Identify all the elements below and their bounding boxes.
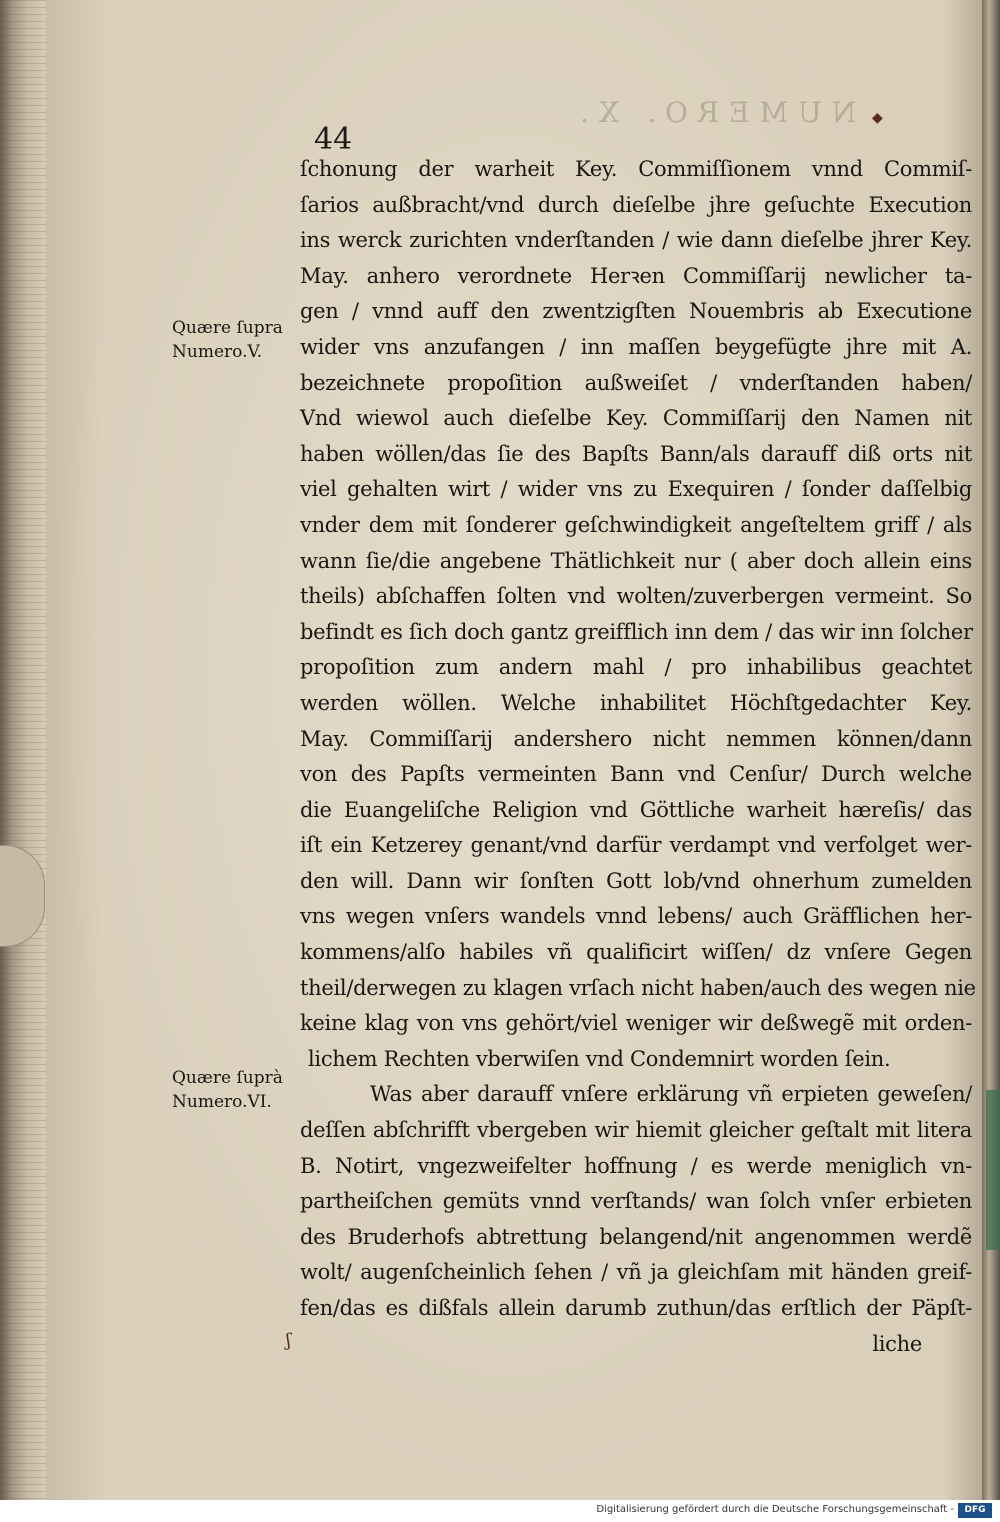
page-edge-stripe	[0, 1288, 48, 1289]
page-edge-stripe	[0, 336, 48, 337]
right-page-edge	[982, 0, 1000, 1500]
page-edge-stripe	[0, 42, 48, 43]
page-edge-stripe	[0, 1463, 48, 1464]
page-edge-stripe	[0, 553, 48, 554]
page-edge-stripe	[0, 315, 48, 316]
page-edge-stripe	[0, 1337, 48, 1338]
page-edge-stripe	[0, 1099, 48, 1100]
page-edge-stripe	[0, 49, 48, 50]
page-edge-stripe	[0, 1281, 48, 1282]
page-edge-stripe	[0, 1036, 48, 1037]
page-edge-stripe	[0, 140, 48, 141]
page-edge-stripe	[0, 287, 48, 288]
page-edge-stripe	[0, 532, 48, 533]
page-edge-stripe	[0, 1071, 48, 1072]
page-edge-stripe	[0, 952, 48, 953]
body-text	[300, 152, 976, 1362]
page-edge-stripe	[0, 1232, 48, 1233]
page-edge-stripe	[0, 700, 48, 701]
page-edge-stripe	[0, 1386, 48, 1387]
page-edge-stripe	[0, 231, 48, 232]
page-edge-stripe	[0, 1127, 48, 1128]
page-edge-stripe	[0, 693, 48, 694]
page-edge-stripe	[0, 1414, 48, 1415]
page-edge-stripe	[0, 973, 48, 974]
page-edge-stripe	[0, 28, 48, 29]
text-line: partheiſchen gemüts vnnd verſtands/ wan ſolch vnſer erbieten	[300, 1189, 972, 1214]
page-edge-stripe	[0, 56, 48, 57]
page-edge-stripe	[0, 182, 48, 183]
page-edge-stripe	[0, 567, 48, 568]
page-edge-stripe	[0, 420, 48, 421]
page-edge-stripe	[0, 1421, 48, 1422]
page-edge-stripe	[0, 518, 48, 519]
text-line: deſſen abſchrifft vbergeben wir hiemit gleicher geſtalt mit litera	[300, 1118, 972, 1143]
page-edge-stripe	[0, 714, 48, 715]
bleed-through-header: NUMERO. X.	[570, 96, 857, 129]
text-line: ins werck zurichten vnderſtanden / wie dann dieſelbe jhrer Key.	[300, 228, 972, 253]
page-edge-stripe	[0, 1407, 48, 1408]
page-edge-stripe	[0, 1274, 48, 1275]
page-edge-stripe	[0, 959, 48, 960]
page-edge-stripe	[0, 161, 48, 162]
page-edge-stripe	[0, 728, 48, 729]
page-edge-stripe	[0, 1428, 48, 1429]
page-edge-stripe	[0, 1365, 48, 1366]
page-edge-stripe	[0, 210, 48, 211]
page-edge-stripe	[0, 469, 48, 470]
page-edge-stripe	[0, 490, 48, 491]
page-edge-stripe	[0, 1085, 48, 1086]
page-edge-stripe	[0, 329, 48, 330]
page-edge-stripe	[0, 1442, 48, 1443]
text-line: iſt ein Ketzerey genant/vnd darfür verdampt vnd verfolget wer-	[300, 833, 972, 858]
page-edge-stripe	[0, 1078, 48, 1079]
text-line: fen/das es dißfals allein darumb zuthun/das erſtlich der Päpſt-	[300, 1296, 972, 1320]
page-edge-stripe	[0, 1400, 48, 1401]
page-edge-stripe	[0, 1253, 48, 1254]
page-edge-stripe	[0, 1148, 48, 1149]
text-line: vns wegen vnſers wandels vnnd lebens/ auch Gräfflichen her-	[300, 904, 972, 929]
page-edge-stripe	[0, 133, 48, 134]
page-edge-stripe	[0, 1449, 48, 1450]
page-edge-stripe	[0, 203, 48, 204]
page-edge-stripe	[0, 399, 48, 400]
page-edge-stripe	[0, 70, 48, 71]
page-edge-stripe	[0, 1267, 48, 1268]
page-edge-stripe	[0, 84, 48, 85]
page-edge-stripe	[0, 385, 48, 386]
page-edge-stripe	[0, 1323, 48, 1324]
page-edge-stripe	[0, 588, 48, 589]
page-edge-stripe	[0, 665, 48, 666]
page-edge-stripe	[0, 546, 48, 547]
page-edge-stripe	[0, 154, 48, 155]
page-edge-stripe	[0, 21, 48, 22]
page-edge-stripe	[0, 833, 48, 834]
page-edge-stripe	[0, 784, 48, 785]
page-edge-stripe	[0, 1106, 48, 1107]
page-edge-stripe	[0, 98, 48, 99]
page-edge-stripe	[0, 441, 48, 442]
page-edge-stripe	[0, 294, 48, 295]
text-line: die Euangeliſche Religion vnd Göttliche warheit hæreſis/ das	[300, 797, 972, 822]
page-edge-stripe	[0, 434, 48, 435]
page-edge-stripe	[0, 658, 48, 659]
page-edge-stripe	[0, 504, 48, 505]
page-edge-stripe	[0, 1176, 48, 1177]
page-edge-stripe	[0, 175, 48, 176]
page-edge-stripe	[0, 637, 48, 638]
text-line: gen / vnnd auff den zwentzigſten Nouembris ab Executione	[300, 299, 972, 324]
page-edge-stripe	[0, 322, 48, 323]
page-edge-stripe	[0, 168, 48, 169]
page-edge-stripe	[0, 455, 48, 456]
page-edge-stripe	[0, 483, 48, 484]
text-line: wider vns anzufangen / inn maſſen beygefügte jhre mit A.	[300, 334, 972, 359]
page-edge-stripe	[0, 609, 48, 610]
page-edge-stripe	[0, 224, 48, 225]
page-edge-stripe	[0, 994, 48, 995]
page-edge-stripe	[0, 525, 48, 526]
page-edge-stripe	[0, 1491, 48, 1492]
page-edge-stripe	[0, 1029, 48, 1030]
page-edge-stripe	[0, 560, 48, 561]
page-edge-stripe	[0, 511, 48, 512]
page-edge-stripe	[0, 1001, 48, 1002]
page-edge-stripe	[0, 798, 48, 799]
margin-note-line: Numero.VI.	[172, 1092, 272, 1112]
text-line: befindt es ſich doch gantz greifflich inn dem / das wir inn ſolcher	[300, 619, 973, 644]
text-line: Was aber darauff vnſere erklärung vñ erpieten geweſen/	[370, 1082, 972, 1107]
page-edge-stripe	[0, 1456, 48, 1457]
left-page-edges	[0, 0, 48, 1500]
page-edge-stripe	[0, 1435, 48, 1436]
text-line: May. Commiſſarij andershero nicht nemmen können/dann	[300, 726, 972, 751]
ink-speck: ◆	[872, 110, 883, 126]
page-edge-stripe	[0, 1057, 48, 1058]
page-edge-stripe	[0, 679, 48, 680]
page-edge-stripe	[0, 1218, 48, 1219]
page-edge-stripe	[0, 1309, 48, 1310]
page-edge-stripe	[0, 1162, 48, 1163]
page-edge-stripe	[0, 252, 48, 253]
page-edge-stripe	[0, 427, 48, 428]
page-edge-stripe	[0, 595, 48, 596]
page-edge-stripe	[0, 770, 48, 771]
page-edge-stripe	[0, 1022, 48, 1023]
page-edge-stripe	[0, 147, 48, 148]
page-edge-stripe	[0, 1064, 48, 1065]
page-edge-stripe	[0, 364, 48, 365]
page-edge-stripe	[0, 406, 48, 407]
page-edge-stripe	[0, 672, 48, 673]
page-edge-stripe	[0, 1393, 48, 1394]
page-edge-stripe	[0, 1169, 48, 1170]
page-edge-stripe	[0, 616, 48, 617]
dfg-logo: DFG	[958, 1503, 992, 1518]
margin-note-line: Quære ſupra	[172, 318, 283, 338]
page-edge-stripe	[0, 35, 48, 36]
page-edge-stripe	[0, 77, 48, 78]
page-edge-stripe	[0, 392, 48, 393]
page-edge-stripe	[0, 1379, 48, 1380]
text-line: von des Papſts vermeinten Bann vnd Cenſur/ Durch welche	[300, 762, 972, 787]
page-edge-stripe	[0, 1372, 48, 1373]
page-edge-stripe	[0, 1008, 48, 1009]
page-edge-stripe	[0, 378, 48, 379]
page-edge-stripe	[0, 966, 48, 967]
page-edge-stripe	[0, 1015, 48, 1016]
page-edge-stripe	[0, 1344, 48, 1345]
page-edge-stripe	[0, 1330, 48, 1331]
page-edge-stripe	[0, 1246, 48, 1247]
page-edge-stripe	[0, 217, 48, 218]
page-edge-stripe	[0, 1225, 48, 1226]
page-edge-stripe	[0, 623, 48, 624]
page-edge-stripe	[0, 763, 48, 764]
page-edge-stripe	[0, 1477, 48, 1478]
margin-note-1	[172, 316, 294, 364]
text-line: ſchonung der warheit Key. Commiſſionem vnnd Commiſ-	[300, 157, 972, 181]
page-edge-stripe	[0, 245, 48, 246]
page-edge-stripe	[0, 1351, 48, 1352]
page-edge-stripe	[0, 1155, 48, 1156]
footer-bar	[0, 1500, 1000, 1522]
color-tab	[986, 1090, 1000, 1250]
page-edge-stripe	[0, 1183, 48, 1184]
page-edge-stripe	[0, 1197, 48, 1198]
page-edge-stripe	[0, 1141, 48, 1142]
page-edge-stripe	[0, 476, 48, 477]
page-edge-stripe	[0, 602, 48, 603]
page-edge-stripe	[0, 0, 48, 1]
page-edge-stripe	[0, 791, 48, 792]
page-edge-stripe	[0, 987, 48, 988]
text-line: werden wöllen. Welche inhabilitet Höchſtgedachter Key.	[300, 690, 972, 715]
page-edge-stripe	[0, 1470, 48, 1471]
page-edge-stripe	[0, 826, 48, 827]
ink-mark: ʃ	[286, 1330, 291, 1351]
text-line: B. Notirt, vngezweifelter hoffnung / es werde meniglich vn-	[300, 1153, 972, 1178]
page-edge-stripe	[0, 651, 48, 652]
page-edge-stripe	[0, 742, 48, 743]
page-edge-stripe	[0, 448, 48, 449]
page-edge-stripe	[0, 630, 48, 631]
text-line: May. anhero verordnete Herꝛen Commiſſarij newlicher ta-	[300, 263, 972, 288]
page-edge-stripe	[0, 1211, 48, 1212]
text-line: propoſition zum andern mahl / pro inhabilibus geachtet	[300, 655, 972, 680]
page-edge-stripe	[0, 812, 48, 813]
page-edge-stripe	[0, 1120, 48, 1121]
page-edge-stripe	[0, 539, 48, 540]
page-edge-stripe	[0, 686, 48, 687]
funding-credit: Digitalisierung gefördert durch die Deutsche Forschungsgemeinschaft -	[596, 1504, 954, 1515]
page-edge-stripe	[0, 350, 48, 351]
page-edge-stripe	[0, 413, 48, 414]
page-edge-stripe	[0, 1498, 48, 1499]
page-edge-stripe	[0, 112, 48, 113]
page-edge-stripe	[0, 1190, 48, 1191]
page-edge-stripe	[0, 1302, 48, 1303]
page-edge-stripe	[0, 63, 48, 64]
page-edge-stripe	[0, 497, 48, 498]
page-edge-stripe	[0, 280, 48, 281]
page-number: 44	[314, 122, 353, 157]
page-edge-stripe	[0, 840, 48, 841]
page-edge-stripe	[0, 308, 48, 309]
page-edge-stripe	[0, 1239, 48, 1240]
page-edge-stripe	[0, 273, 48, 274]
page-edge-stripe	[0, 707, 48, 708]
page-edge-stripe	[0, 259, 48, 260]
page-edge-stripe	[0, 574, 48, 575]
page-edge-stripe	[0, 14, 48, 15]
page-edge-stripe	[0, 266, 48, 267]
page-edge-stripe	[0, 91, 48, 92]
text-line: theil/derwegen zu klagen vrſach nicht haben/auch des wegen nie	[300, 975, 976, 1000]
page-edge-stripe	[0, 238, 48, 239]
page-edge-stripe	[0, 1134, 48, 1135]
text-line: wann ſie/die angebene Thätlichkeit nur ( aber doch allein eins	[300, 548, 972, 573]
text-line: vnder dem mit ſonderer geſchwindigkeit angeſteltem griff / als	[300, 512, 972, 537]
page-edge-stripe	[0, 735, 48, 736]
page-edge-stripe	[0, 749, 48, 750]
text-line: keine klag von vns gehört/viel weniger wir deßwegẽ mit orden-	[300, 1011, 972, 1036]
page-edge-stripe	[0, 1295, 48, 1296]
page-edge-stripe	[0, 777, 48, 778]
margin-note-2	[172, 1066, 294, 1114]
page-edge-stripe	[0, 721, 48, 722]
page-edge-stripe	[0, 1043, 48, 1044]
catchword: liche	[872, 1331, 922, 1356]
page-edge-stripe	[0, 1358, 48, 1359]
text-line: viel gehalten wirt / wider vns zu Exequiren / ſonder daſſelbig	[300, 477, 972, 502]
page-edge-stripe	[0, 462, 48, 463]
page-edge-stripe	[0, 1316, 48, 1317]
text-line: ſarios außbracht/vnd durch dieſelbe jhre geſuchte Execution	[300, 192, 972, 217]
page-edge-stripe	[0, 819, 48, 820]
text-line: wolt/ augenſcheinlich ſehen / vñ ja gleichſam mit händen greif-	[300, 1260, 972, 1285]
text-line: den will. Dann wir ſonſten Gott lob/vnd ohnerhum zumelden	[300, 868, 972, 893]
page-edge-stripe	[0, 1484, 48, 1485]
page-edge-stripe	[0, 805, 48, 806]
page-edge-stripe	[0, 1204, 48, 1205]
page-edge-stripe	[0, 126, 48, 127]
text-line: lichem Rechten vberwiſen vnd Condemnirt worden ſein.	[308, 1046, 891, 1071]
page-edge-stripe	[0, 301, 48, 302]
page-edge-stripe	[0, 756, 48, 757]
page-edge-stripe	[0, 7, 48, 8]
page-edge-stripe	[0, 1260, 48, 1261]
page-edge-stripe	[0, 980, 48, 981]
page-edge-stripe	[0, 1050, 48, 1051]
page-edge-stripe	[0, 119, 48, 120]
page-edge-stripe	[0, 357, 48, 358]
page-edge-stripe	[0, 371, 48, 372]
page-edge-stripe	[0, 644, 48, 645]
text-line: Vnd wiewol auch dieſelbe Key. Commiſſarij den Namen nit	[300, 406, 972, 431]
page-edge-stripe	[0, 189, 48, 190]
text-line: des Bruderhofs abtrettung belangend/nit angenommen werdẽ	[300, 1224, 972, 1249]
page-edge-stripe	[0, 1113, 48, 1114]
margin-note-line: Numero.V.	[172, 342, 263, 362]
page-edge-stripe	[0, 105, 48, 106]
margin-note-line: Quære ſuprà	[172, 1068, 283, 1088]
text-line: haben wöllen/das ſie des Bapſts Bann/als darauff diß orts nit	[300, 441, 972, 466]
text-line: theils) abſchaffen ſolten vnd wolten/zuverbergen vermeint. So	[300, 584, 972, 609]
page-edge-stripe	[0, 1092, 48, 1093]
page-edge-stripe	[0, 581, 48, 582]
text-line: kommens/alſo habiles vñ qualificirt wiſſen/ dz vnſere Gegen	[300, 940, 972, 965]
text-line: bezeichnete propoſition außweiſet / vnderſtanden haben/	[300, 370, 972, 395]
page-edge-stripe	[0, 196, 48, 197]
page-edge-stripe	[0, 343, 48, 344]
